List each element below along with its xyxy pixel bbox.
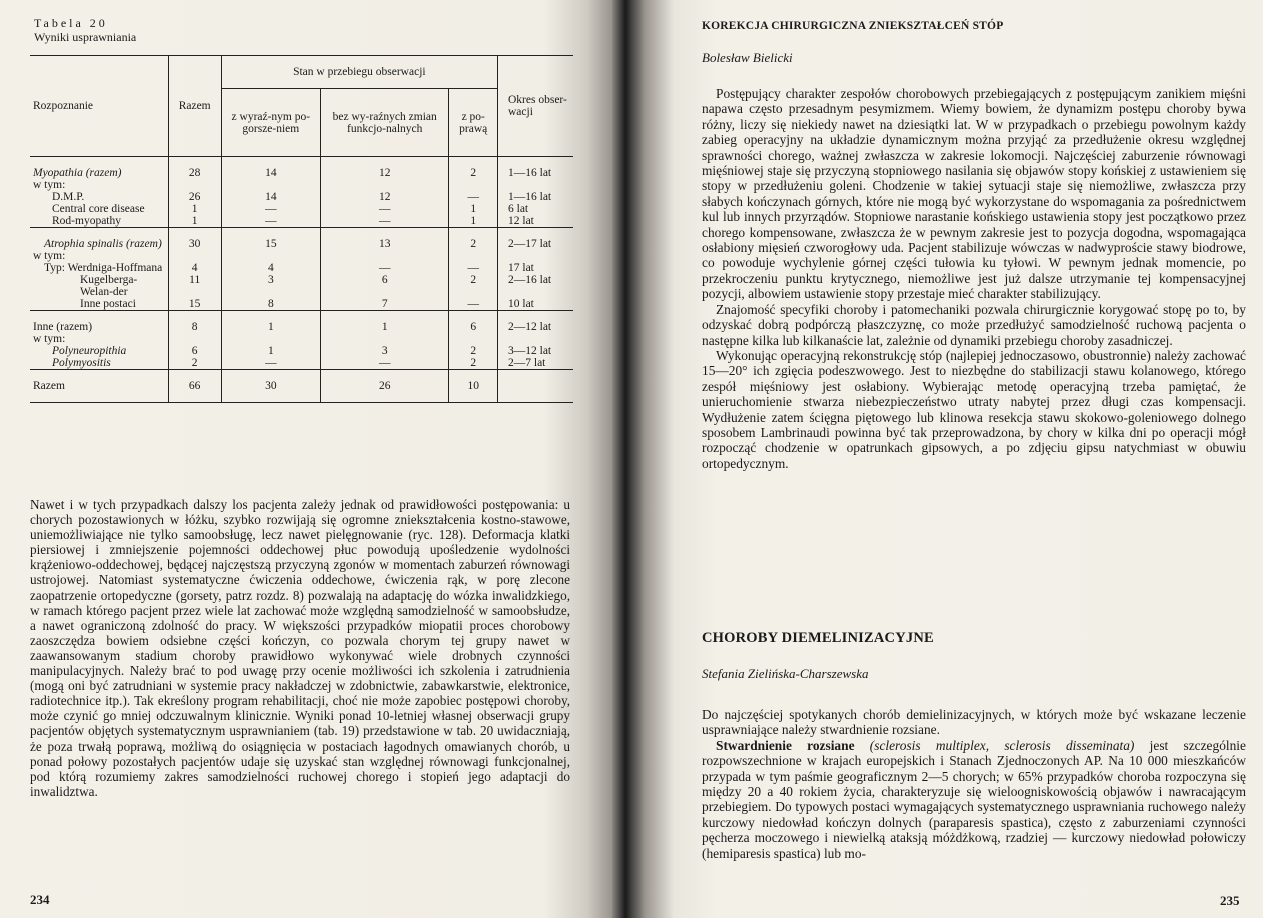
cell-razem: 1 bbox=[168, 203, 221, 215]
section1-body bbox=[702, 86, 1246, 471]
table-row bbox=[30, 228, 573, 251]
cell-poprawa: 6 bbox=[449, 311, 498, 334]
cell-bez-zmian: — bbox=[320, 215, 448, 228]
cell-pogorszenie: 3 bbox=[221, 274, 320, 298]
cell-bez-zmian: 6 bbox=[320, 274, 448, 298]
left-body-text bbox=[30, 497, 570, 799]
cell-razem: 28 bbox=[168, 157, 221, 180]
section2-paragraph-2-rest: jest szczególnie rozpowszechnione w krajach europejskich i Stanach Zjednoczonych AP. Na 10 000 mieszkańców przypada w tym paśmie geograficznym 2—5 chorych; w 65% przypadków choroba rozpoczyna się między 20 a 40 rokiem życia, charakteryzuje się wieloogniskowością objawów i nawracającym przebiegiem. Do typowych postaci wymagających systematycznego usprawniania ruchowego należy kurczowy niedowład kończyn dolnych (paraparesis spastica), często z zaburzeniami czynności pęcherza moczowego i niewielką ataksją móżdżkową, rzadziej — kurczowy niedowład połowiczy (hemiparesis spastica) lub mo- bbox=[702, 737, 1246, 861]
cell-pogorszenie bbox=[221, 250, 320, 262]
cell-pogorszenie: 1 bbox=[221, 311, 320, 334]
header-pogorszenie: z wyraź-nym po-gorsze-niem bbox=[221, 89, 320, 157]
cell-razem: 2 bbox=[168, 357, 221, 370]
total-bez-zmian: 26 bbox=[320, 370, 448, 403]
row-label: D.M.P. bbox=[52, 191, 85, 203]
cell-okres: 12 lat bbox=[498, 215, 574, 228]
section2-lead-term: Stwardnienie rozsiane bbox=[716, 737, 855, 753]
header-bez-zmian: bez wy-raźnych zmian funkcjo-nalnych bbox=[320, 89, 448, 157]
cell-okres bbox=[498, 333, 574, 345]
header-stan-group: Stan w przebiegu obserwacji bbox=[221, 56, 497, 89]
section1-paragraph-3: Wykonując operacyjną rekonstrukcję stóp (najlepiej jednoczasowo, obustronnie) należy zachować 15—20° ich zgięcia podeszwowego. Jest to niezbędne do stabilizacji stawu kolanowego, którego zespół mięśniowy jest osłabiony. Wybierając metodę operacyjną trzeba pamiętać, że unieruchomienie stwarza niebezpieczeństwo utraty nabytej przez długi czas kompensacji. Wydłużenie zatem ścięgna piętowego lub klinowa resekcja stawu skokowo-goleniowego dolnego sposobem Lambrinaudi powinna być tak przeprowadzona, by chory w kilka dni po operacji mógł rozpocząć chodzenie w opatrunkach gipsowych, a po zdjęciu gipsu natychmiast w obuwiu ortopedycznym. bbox=[702, 347, 1246, 471]
cell-pogorszenie: — bbox=[221, 357, 320, 370]
cell-pogorszenie: 1 bbox=[221, 345, 320, 357]
table-label: Tabela 20 bbox=[34, 16, 108, 30]
cell-poprawa: 1 bbox=[449, 203, 498, 215]
cell-bez-zmian: — bbox=[320, 357, 448, 370]
cell-bez-zmian: 12 bbox=[320, 157, 448, 180]
cell-okres: 3—12 lat bbox=[498, 345, 574, 357]
cell-pogorszenie: 4 bbox=[221, 262, 320, 274]
total-poprawa: 10 bbox=[449, 370, 498, 403]
section2-title: CHOROBY DIEMELINIZACYJNE bbox=[702, 630, 934, 646]
table-row bbox=[30, 157, 573, 180]
cell-bez-zmian bbox=[320, 179, 448, 191]
cell-pogorszenie: 8 bbox=[221, 298, 320, 311]
cell-razem: 4 bbox=[168, 262, 221, 274]
row-label: Typ: Werdniga-Hoffmana bbox=[44, 262, 163, 274]
row-label: w tym: bbox=[33, 333, 66, 345]
cell-okres: 1—16 lat bbox=[498, 191, 574, 203]
results-table bbox=[30, 55, 573, 403]
cell-razem: 11 bbox=[168, 274, 221, 298]
section1-paragraph-2: Znajomość specyfiki choroby i patomechaniki pozwala chirurgicznie korygować stopę po to, by odzyskać dobrą podpórczą płaszczyznę, co może przedłużyć samodzielność ruchową pacjenta o następne kilka lub kilkanaście lat, zależnie od dynamiki przebiegu choroby zasadniczej. bbox=[702, 301, 1246, 348]
table-row bbox=[30, 333, 573, 345]
cell-okres: 10 lat bbox=[498, 298, 574, 311]
cell-okres: 2—17 lat bbox=[498, 228, 574, 251]
cell-bez-zmian: 13 bbox=[320, 228, 448, 251]
table-row bbox=[30, 191, 573, 203]
cell-okres: 6 lat bbox=[498, 203, 574, 215]
row-label: w tym: bbox=[33, 250, 66, 262]
section1-title: KOREKCJA CHIRURGICZNA ZNIEKSZTAŁCEŃ STÓP bbox=[702, 20, 1004, 32]
header-poprawa: z po-prawą bbox=[449, 89, 498, 157]
row-label: Myopathia (razem) bbox=[33, 167, 122, 179]
cell-razem: 26 bbox=[168, 191, 221, 203]
table-body bbox=[30, 157, 573, 403]
cell-pogorszenie: — bbox=[221, 215, 320, 228]
left-body-paragraph: Nawet i w tych przypadkach dalszy los pacjenta zależy jednak od prawidłowości postępowania: u chorych pozostawionych w łóżku, szybko rozwijają się ogromne zniekształcenia kostno-stawowe, uniemożliwiające nie tylko samoobsługę, lecz nawet pielęgnowanie (ryc. 128). Deformacja klatki piersiowej i zmniejszenie pojemności oddechowej płuc powodują upośledzenie wydolności krążeniowo-oddechowej, będącej najczęstszą przyczyną zgonów w momentach zaburzeń równowagi ustrojowej. Natomiast systematyczne ćwiczenia oddechowe, ćwiczenia rąk, w porę zlecone zaopatrzenie ortopedyczne (gorsety, patrz rozdz. 8) pozwalają na adaptację do wózka inwalidzkiego, w ramach którego pacjent przez wiele lat zachować może względną samodzielność w samoobsłudze, a nawet ograniczoną zdolność do pracy. W większości przypadków miopatii proces chorobowy zaoszczędza bowiem odsiebne części kończyn, co pozwala chorym tej grupy nawet w zaawansowanym stadium choroby prawidłowo wykonywać wiele drobnych czynności manipulacyjnych. Należy brać to pod uwagę przy ocenie możliwości ich szkolenia i zatrudnienia (mogą oni być zatrudniani w systemie pracy nakładczej w zdobnictwie, zabawkarstwie, elektronice, radiotechnice itp.). Tak ekreślony program rehabilitacji, choć nie może zapobiec postępowi choroby, może czynić go mniej odczuwalnym klinicznie. Wyniki ponad 10-letniej własnej obserwacji grupy pacjentów objętych systematycznym usprawnianiem (tab. 19) przedstawione w tab. 20 uwidaczniają, że poza trwałą poprawą, możliwą do osiągnięcia w postaciach łagodnych omawianych chorób, u ponad połowy pozostałych pacjentów udaje się uzyskać stan względnej równowagi funkcjonalnej, pod którą rozumiemy zakres samodzielności ruchowej chorego i stopień jego adaptacji do inwalidztwa. bbox=[30, 497, 570, 799]
cell-poprawa: 2 bbox=[449, 274, 498, 298]
row-label: Inne (razem) bbox=[30, 311, 168, 334]
cell-okres bbox=[498, 179, 574, 191]
row-label: Atrophia spinalis (razem) bbox=[30, 228, 168, 251]
row-label: w tym: bbox=[33, 179, 66, 191]
cell-bez-zmian: — bbox=[320, 203, 448, 215]
total-pogorszenie: 30 bbox=[221, 370, 320, 403]
table-row bbox=[30, 203, 573, 215]
cell-razem: 6 bbox=[168, 345, 221, 357]
left-page bbox=[0, 0, 618, 918]
cell-poprawa: 2 bbox=[449, 357, 498, 370]
page-number-left: 234 bbox=[30, 892, 50, 907]
row-label: Polyneuropithia bbox=[52, 345, 127, 357]
table-title: Wyniki usprawniania bbox=[34, 30, 137, 44]
section2-body bbox=[702, 707, 1246, 861]
cell-bez-zmian bbox=[320, 333, 448, 345]
cell-pogorszenie: 14 bbox=[221, 191, 320, 203]
cell-bez-zmian: 3 bbox=[320, 345, 448, 357]
section1-author: Bolesław Bielicki bbox=[702, 50, 793, 65]
cell-poprawa: 2 bbox=[449, 228, 498, 251]
total-okres bbox=[498, 370, 574, 403]
cell-pogorszenie: 15 bbox=[221, 228, 320, 251]
cell-okres: 2—16 lat bbox=[498, 274, 574, 298]
header-rozpoznanie: Rozpoznanie bbox=[30, 56, 168, 157]
row-label: Polymyositis bbox=[52, 357, 111, 369]
cell-okres: 2—7 lat bbox=[498, 357, 574, 370]
cell-poprawa: — bbox=[449, 191, 498, 203]
section2-author: Stefania Zielińska-Charszewska bbox=[702, 666, 869, 681]
table-row bbox=[30, 345, 573, 357]
cell-okres bbox=[498, 250, 574, 262]
cell-pogorszenie bbox=[221, 179, 320, 191]
table-row bbox=[30, 274, 573, 298]
cell-poprawa: — bbox=[449, 298, 498, 311]
cell-bez-zmian bbox=[320, 250, 448, 262]
cell-bez-zmian: 1 bbox=[320, 311, 448, 334]
cell-bez-zmian: — bbox=[320, 262, 448, 274]
cell-pogorszenie bbox=[221, 333, 320, 345]
right-page bbox=[630, 0, 1263, 918]
cell-razem bbox=[168, 250, 221, 262]
table-row bbox=[30, 298, 573, 311]
row-label: Kugelberga-Welan-der bbox=[80, 274, 138, 298]
row-label: Inne postaci bbox=[80, 298, 136, 310]
table-row bbox=[30, 311, 573, 334]
cell-okres: 2—12 lat bbox=[498, 311, 574, 334]
cell-poprawa bbox=[449, 250, 498, 262]
table-row bbox=[30, 179, 573, 191]
cell-poprawa bbox=[449, 179, 498, 191]
cell-bez-zmian: 12 bbox=[320, 191, 448, 203]
cell-razem: 1 bbox=[168, 215, 221, 228]
header-razem: Razem bbox=[168, 56, 221, 157]
row-label: Central core disease bbox=[52, 203, 145, 215]
table-row bbox=[30, 250, 573, 262]
cell-razem: 8 bbox=[168, 311, 221, 334]
cell-okres: 17 lat bbox=[498, 262, 574, 274]
table-row bbox=[30, 262, 573, 274]
section2-latin-term: (sclerosis multiplex, sclerosis disseminata) bbox=[869, 737, 1135, 753]
cell-poprawa: 2 bbox=[449, 345, 498, 357]
cell-poprawa: 1 bbox=[449, 215, 498, 228]
cell-poprawa: 2 bbox=[449, 157, 498, 180]
table-caption bbox=[34, 16, 136, 44]
cell-pogorszenie: 14 bbox=[221, 157, 320, 180]
cell-razem: 15 bbox=[168, 298, 221, 311]
row-label: Rod-myopathy bbox=[52, 215, 121, 227]
cell-razem bbox=[168, 179, 221, 191]
table-row bbox=[30, 357, 573, 370]
table-row bbox=[30, 215, 573, 228]
page-number-right: 235 bbox=[1220, 893, 1240, 908]
cell-razem bbox=[168, 333, 221, 345]
total-label: Razem bbox=[30, 370, 168, 403]
cell-okres: 1—16 lat bbox=[498, 157, 574, 180]
section2-paragraph-2 bbox=[702, 738, 1246, 861]
total-razem: 66 bbox=[168, 370, 221, 403]
section2-paragraph-1: Do najczęściej spotykanych chorób demielinizacyjnych, w których może być wskazane leczenie usprawniające należy stwardnienie rozsiane. bbox=[702, 707, 1246, 738]
cell-poprawa: — bbox=[449, 262, 498, 274]
cell-bez-zmian: 7 bbox=[320, 298, 448, 311]
section1-paragraph-1: Postępujący charakter zespołów chorobowych przebiegających z postępującym zanikiem mięśni napawa często przesadnym pesymizmem. Wiemy bowiem, że dynamizm postępu choroby bywa różny, liczy się niekiedy nawet na dziesiątki lat. W w przypadkach o przebiegu powolnym każdy zabieg operacyjny na układzie dynamicznym można przyjąć za przedłużenie okresu względnej sprawności chorego, ważnej zwłaszcza w zakresie lokomocji. Najczęściej zaburzenie równowagi mięśniowej staje się przyczyną stopniowego nasilania się objawów stopy końskiej z ustawieniem się stopy w przedłużeniu goleni. Chodzenie w takiej sytuacji staje się niemożliwe, zwłaszcza przy słabych kończynach górnych, które nie mogą być wykorzystane do wspomagania za pośrednictwem kul lub innych przyrządów. Stopniowe narastanie końskiego ustawienia stopy jest początkowo przez chorego kompensowane, zwłaszcza że w pewnym zakresie jest to pozycja dogodna, wspomagająca osłabiony mięsień czworogłowy uda. Pacjent stabilizuje wówczas w nadwyproście stawy biodrowe, co powoduje wychylenie górnej części tułowia ku tyłowi. W pewnym jednak momencie, po przekroczeniu punktu krytycznego, niemożliwe jest już dalsze utrzymanie tej kompensacyjnej pozycji, albowiem ustawienie stopy przestaje mieć charakter stabilizujący. bbox=[702, 86, 1246, 302]
cell-pogorszenie: — bbox=[221, 203, 320, 215]
cell-razem: 30 bbox=[168, 228, 221, 251]
cell-poprawa bbox=[449, 333, 498, 345]
header-okres: Okres obser-wacji bbox=[498, 56, 574, 157]
table-total-row bbox=[30, 370, 573, 403]
